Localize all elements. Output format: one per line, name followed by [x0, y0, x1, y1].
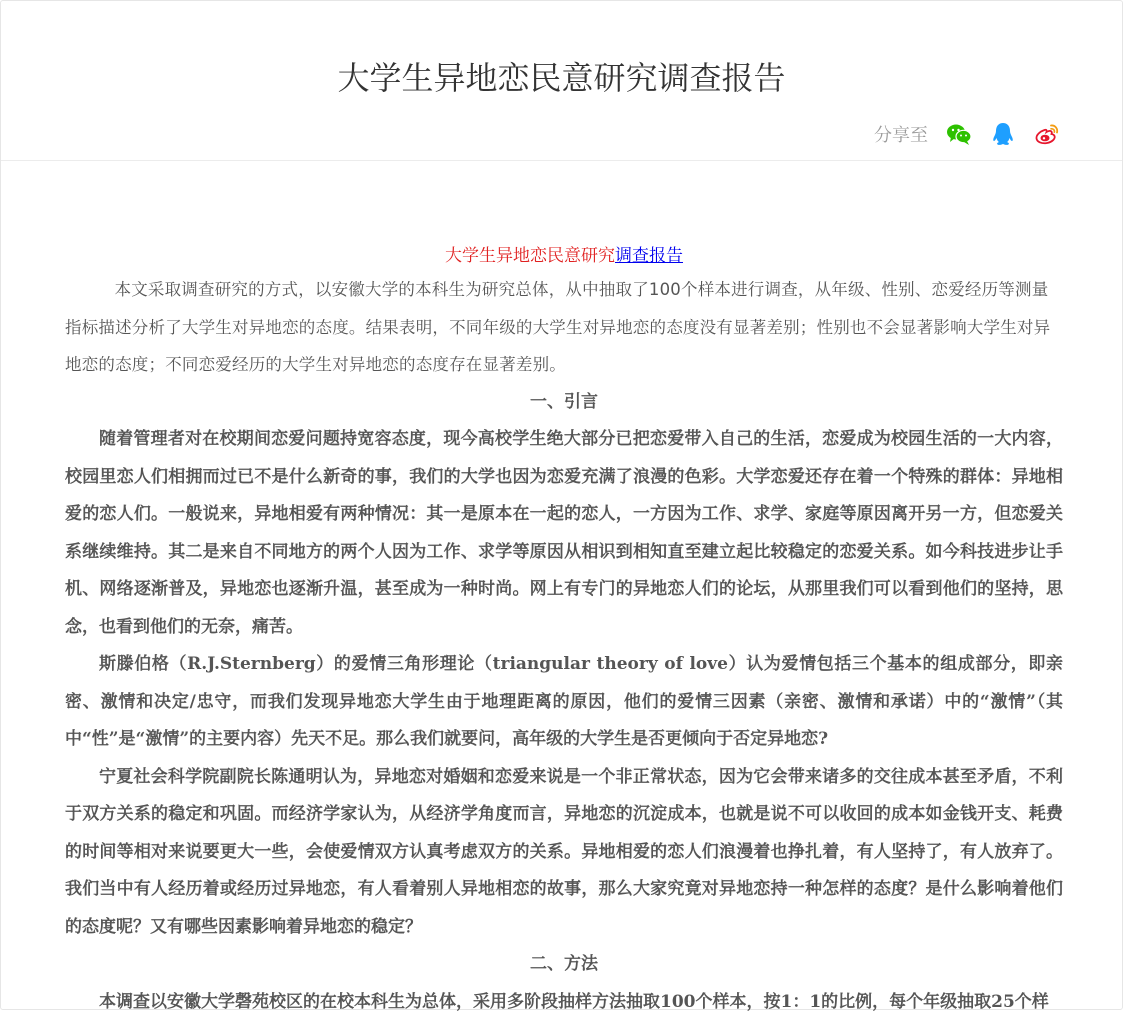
wechat-icon[interactable] — [946, 121, 972, 147]
document-heading-text: 大学生异地恋民意研究 — [445, 246, 615, 266]
share-label: 分享至 — [874, 121, 928, 147]
qq-icon[interactable] — [990, 121, 1016, 147]
document-heading — [65, 241, 1063, 271]
share-bar — [874, 121, 1060, 147]
paragraph: 宁夏社会科学院副院长陈通明认为，异地恋对婚姻和恋爱来说是一个非正常状态，因为它会带来诸多的交往成本甚至矛盾，不利于双方关系的稳定和巩固。而经济学家认为，从经济学角度而言，异地恋的沉淀成本，也就是说不可以收回的成本如金钱开支、耗费的时间等相对来说要更大一些，会使爱情双方认真考虑双方的关系。异地相爱的恋人们浪漫着也挣扎着，有人坚持了，有人放弃了。我们当中有人经历着或经历过异地恋，有人看着别人异地相恋的故事，那么大家究竟对异地恋持一种怎样的态度？是什么影响着他们的态度呢？又有哪些因素影响着异地恋的稳定？ — [65, 759, 1063, 947]
weibo-icon[interactable] — [1034, 121, 1060, 147]
article-header — [1, 1, 1122, 161]
paragraph: 本调查以安徽大学磬苑校区的在校本科生为总体，采用多阶段抽样方法抽取100个样本，按1：1的比例，每个年级抽取25个样 — [65, 984, 1063, 1021]
section-title-introduction: 一、引言 — [65, 384, 1063, 422]
page-title: 大学生异地恋民意研究调查报告 — [1, 53, 1122, 99]
survey-report-link[interactable]: 调查报告 — [615, 246, 683, 266]
paragraph: 随着管理者对在校期间恋爱问题持宽容态度，现今高校学生绝大部分已把恋爱带入自己的生活，恋爱成为校园生活的一大内容，校园里恋人们相拥而过已不是什么新奇的事，我们的大学也因为恋爱充满了浪漫的色彩。大学恋爱还存在着一个特殊的群体：异地相爱的恋人们。一般说来，异地相爱有两种情况：其一是原本在一起的恋人，一方因为工作、求学、家庭等原因离开另一方，但恋爱关系继续维持。其二是来自不同地方的两个人因为工作、求学等原因从相识到相知直至建立起比较稳定的恋爱关系。如今科技进步让手机、网络逐渐普及，异地恋也逐渐升温，甚至成为一种时尚。网上有专门的异地恋人们的论坛，从那里我们可以看到他们的坚持，思念，也看到他们的无奈，痛苦。 — [65, 421, 1063, 646]
section-title-method: 二、方法 — [65, 946, 1063, 984]
paragraph: 斯滕伯格（R.J.Sternberg）的爱情三角形理论（triangular theory of love）认为爱情包括三个基本的组成部分，即亲密、激情和决定/忠守，而我们发现异地恋大学生由于地理距离的原因，他们的爱情三因素（亲密、激情和承诺）中的“激情”（其中“性”是“激情”的主要内容）先天不足。那么我们就要问，高年级的大学生是否更倾向于否定异地恋? — [65, 646, 1063, 759]
abstract-paragraph: 本文采取调查研究的方式，以安徽大学的本科生为研究总体，从中抽取了100个样本进行调查，从年级、性别、恋爱经历等测量指标描述分析了大学生对异地恋的态度。结果表明，不同年级的大学生对异地恋的态度没有显著差别；性别也不会显著影响大学生对异地恋的态度；不同恋爱经历的大学生对异地恋的态度存在显著差别。 — [65, 271, 1063, 384]
article-body — [65, 241, 1063, 1021]
